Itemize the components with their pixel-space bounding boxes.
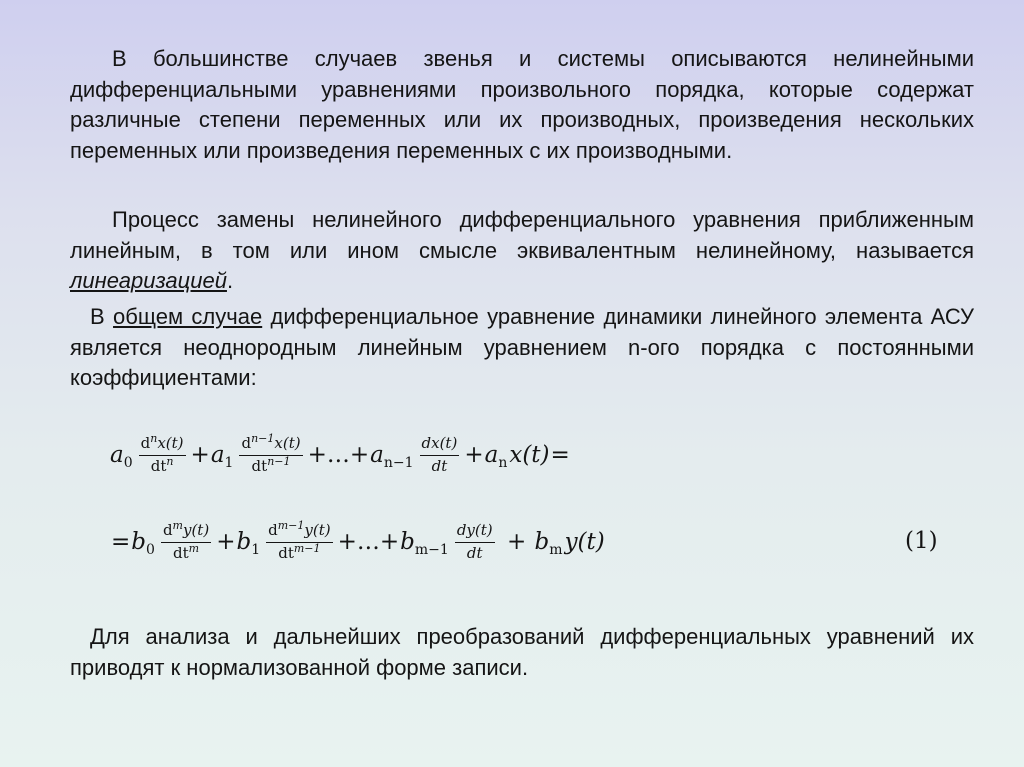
paragraph-3-end: дифференциальное уравнение динамики линейного элемента АСУ является неоднородным линейным уравнением n-ого порядка с постоянными коэффициентами: [70, 304, 974, 390]
sub-m: m [549, 542, 563, 558]
paragraph-1 [70, 44, 974, 166]
dt: dt [278, 543, 294, 562]
paragraph-2-start: Процесс замены нелинейного дифференциального уравнения приближенным линейным, в том или ином смысле эквивалентным нелинейному, называется [70, 207, 974, 263]
sub-0: 0 [123, 455, 133, 471]
sub-n: n [498, 455, 508, 471]
fraction-dx [420, 435, 460, 475]
plus: + [190, 442, 210, 468]
d: d [241, 434, 252, 453]
coef-a: a [370, 442, 384, 468]
sub-m-1: m−1 [414, 542, 449, 558]
dx-t: dx(t) [420, 435, 460, 455]
coef-a: a [484, 442, 499, 468]
sub-n-1: n−1 [383, 455, 414, 471]
d: d [140, 434, 151, 453]
dt: dt [150, 456, 167, 475]
coef-b: b [236, 529, 252, 555]
paragraph-2-end: . [226, 268, 234, 293]
plus: + [464, 442, 484, 468]
coef-a: a [110, 442, 124, 468]
coef-a: a [210, 442, 225, 468]
d: d [162, 521, 173, 540]
sup-n: n [150, 432, 158, 446]
sub-1: 1 [224, 455, 234, 471]
ellipsis-sum: +…+ [337, 529, 400, 555]
y-t: y(t) [564, 529, 605, 555]
fraction-dm1-y [266, 519, 332, 562]
dt: dt [173, 543, 189, 562]
dt: dt [251, 456, 268, 475]
paragraph-3 [70, 302, 974, 394]
dt: dt [431, 456, 448, 475]
fraction-dm-y [161, 519, 211, 562]
y-t: y(t) [182, 521, 210, 540]
dy-t: dy(t) [455, 522, 495, 542]
x-t: x(t) [157, 434, 184, 453]
sup-n-1: n−1 [267, 454, 291, 468]
plus: + [499, 529, 534, 555]
coef-b: b [534, 529, 550, 555]
sub-1: 1 [251, 542, 261, 558]
sup-n: n [166, 454, 174, 468]
term-general-case: общем случае [113, 304, 263, 329]
ellipsis-sum: +…+ [307, 442, 370, 468]
sup-m-1: m−1 [277, 519, 305, 533]
equation-number: (1) [905, 528, 938, 554]
paragraph-2 [70, 205, 974, 297]
x-t: x(t) [274, 434, 301, 453]
paragraph-4-text: Для анализа и дальнейших преобразований дифференциальных уравнений их приводят к нормализованной форме записи. [70, 624, 974, 680]
coef-b: b [400, 529, 415, 555]
term-linearization: линеаризацией [70, 268, 227, 293]
fraction-dn-x [139, 432, 186, 475]
plus: + [216, 529, 236, 555]
sub-0: 0 [146, 542, 155, 558]
sup-m-1: m−1 [293, 541, 321, 555]
x-t: x(t) [509, 442, 550, 468]
d: d [268, 521, 278, 540]
y-t: y(t) [304, 521, 331, 540]
paragraph-3-start: В [90, 304, 114, 329]
equation-line-2 [110, 512, 605, 572]
dt: dt [466, 543, 483, 562]
fraction-dy [455, 522, 495, 562]
sup-m: m [172, 519, 183, 533]
equals: = [111, 529, 131, 555]
sup-n-1: n−1 [251, 432, 275, 446]
equals: = [550, 442, 570, 468]
coef-b: b [131, 529, 147, 555]
paragraph-4 [70, 622, 974, 683]
fraction-dn1-x [239, 432, 302, 475]
equation-line-1 [110, 425, 571, 485]
sup-m: m [188, 541, 200, 555]
paragraph-1-text: В большинстве случаев звенья и системы описываются нелинейными дифференциальными уравнениями произвольного порядка, которые содержат различные степени переменных или их производных, произведения нескольких переменных или произведения переменных с их производными. [70, 46, 974, 163]
